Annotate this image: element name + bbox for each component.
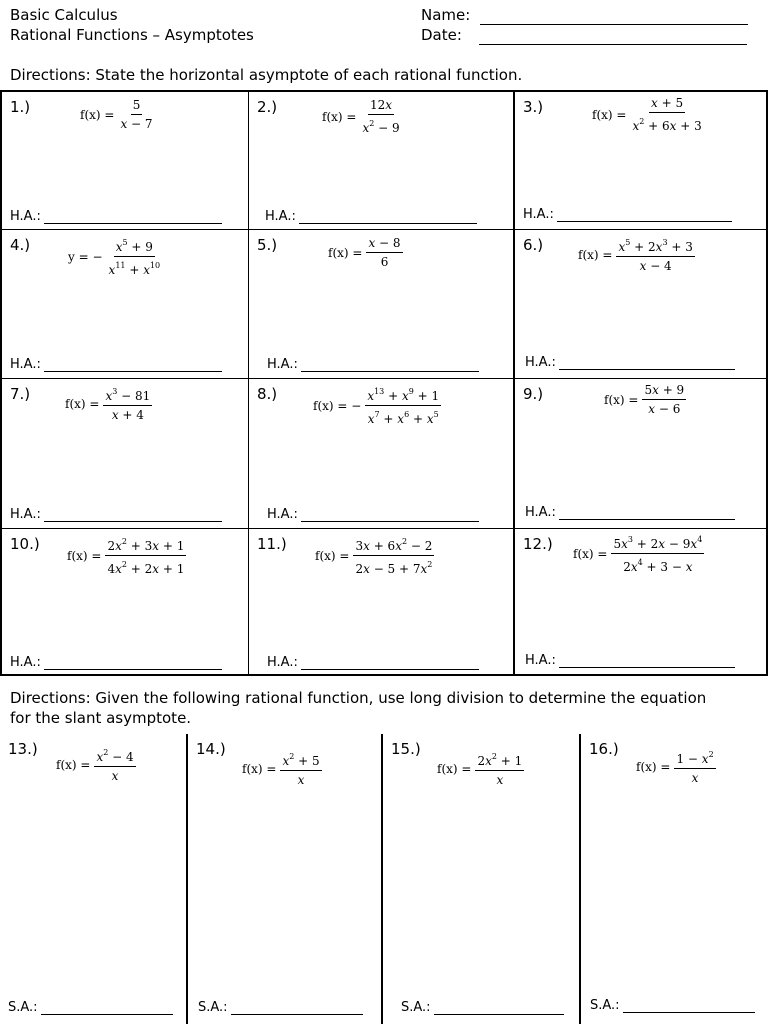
problem-expression <box>242 750 322 787</box>
sa-answer <box>590 998 755 1013</box>
fraction: $\frac{5}{x - 7}$ <box>120 98 153 131</box>
fraction: $\frac{x^2 - 4}{x}$ <box>96 748 134 783</box>
problem-number: 13.) <box>8 740 38 758</box>
problem-number: 6.) <box>523 236 544 254</box>
problem-number: 14.) <box>196 740 226 758</box>
problem-number: 15.) <box>391 740 421 758</box>
problem-cell-6 <box>515 230 768 378</box>
answer-label: S.A.: <box>590 998 620 1013</box>
sa-answer <box>8 1000 173 1015</box>
answer-label: H.A.: <box>267 507 298 522</box>
problem-cell-7 <box>2 379 248 528</box>
answer-field[interactable] <box>44 510 222 522</box>
sa-answer <box>198 1000 363 1015</box>
ha-answer <box>10 357 222 372</box>
ha-answer <box>10 507 222 522</box>
fraction: $\frac{2x^2 + 3x + 1}{4x^2 + 2x + 1}$ <box>107 537 185 576</box>
function-lhs: f(x) = − <box>313 398 362 413</box>
answer-field[interactable] <box>301 360 479 372</box>
worksheet-header-right <box>421 5 748 45</box>
function-lhs: f(x) = <box>65 396 100 411</box>
function-lhs: f(x) = <box>437 761 472 776</box>
problem-expression <box>322 98 402 135</box>
problem-number: 7.) <box>10 385 31 403</box>
problem-number: 2.) <box>257 98 278 116</box>
answer-label: H.A.: <box>523 207 554 222</box>
answer-label: H.A.: <box>525 355 556 370</box>
ha-answer <box>523 207 732 222</box>
fraction: $\frac{x^3 - 81}{x + 4}$ <box>105 387 151 422</box>
problem-cell-2 <box>249 92 513 229</box>
function-lhs: f(x) = <box>315 548 350 563</box>
problem-expression <box>313 385 441 426</box>
fraction: $\frac{5x^3 + 2x - 9x^4}{2x^4 + 3 - x}$ <box>613 535 703 574</box>
fraction: $\frac{x + 5}{x^2 + 6x + 3}$ <box>632 96 702 133</box>
function-lhs: f(x) = <box>80 107 115 122</box>
answer-label: H.A.: <box>10 357 41 372</box>
problem-cell-16 <box>581 734 768 1024</box>
worksheet-header-left <box>10 5 254 45</box>
answer-field[interactable] <box>231 1003 363 1015</box>
sa-directions <box>10 688 706 728</box>
fraction: $\frac{12x}{x^2 - 9}$ <box>362 98 400 135</box>
fraction: $\frac{x^{13} + x^9 + 1}{x^7 + x^6 + x^5}$ <box>367 387 440 426</box>
ha-answer <box>10 209 222 224</box>
sa-problem-row <box>0 734 768 1024</box>
problem-number: 10.) <box>10 535 40 553</box>
topic-title: Rational Functions – Asymptotes <box>10 26 254 44</box>
function-lhs: y = − <box>68 249 103 264</box>
function-lhs: f(x) = <box>604 392 639 407</box>
function-lhs: f(x) = <box>56 757 91 772</box>
course-title: Basic Calculus <box>10 6 118 24</box>
answer-field[interactable] <box>557 210 732 222</box>
function-lhs: f(x) = <box>592 107 627 122</box>
answer-label: S.A.: <box>401 1000 431 1015</box>
problem-cell-1 <box>2 92 248 229</box>
function-lhs: f(x) = <box>242 761 277 776</box>
answer-label: S.A.: <box>8 1000 38 1015</box>
problem-expression <box>604 383 686 416</box>
ha-answer <box>267 655 479 670</box>
problem-cell-12 <box>515 529 768 676</box>
fraction: $\frac{3x + 6x^2 - 2}{2x - 5 + 7x^2}$ <box>355 537 433 576</box>
problem-expression <box>573 533 704 574</box>
problem-expression <box>80 98 155 131</box>
answer-field[interactable] <box>301 658 479 670</box>
answer-label: H.A.: <box>265 209 296 224</box>
sa-directions-line1: Directions: Given the following rational function, use long division to determine the equation <box>10 689 707 707</box>
fraction: $\frac{1 - x^2}{x}$ <box>676 750 714 785</box>
fraction: $\frac{2x^2 + 1}{x}$ <box>477 752 523 787</box>
problem-expression <box>592 96 704 133</box>
function-lhs: f(x) = <box>328 245 363 260</box>
problem-cell-5 <box>249 230 513 378</box>
fraction: $\frac{x^5 + 9}{x^{11} + x^{10}}$ <box>108 238 161 277</box>
function-lhs: f(x) = <box>578 247 613 262</box>
ha-answer <box>267 357 479 372</box>
answer-field[interactable] <box>434 1003 564 1015</box>
problem-expression <box>578 236 695 273</box>
problem-number: 11.) <box>257 535 287 553</box>
problem-number: 4.) <box>10 236 31 254</box>
ha-answer <box>525 355 735 370</box>
name-label: Name: <box>421 6 471 24</box>
problem-expression <box>636 748 716 785</box>
answer-label: H.A.: <box>10 655 41 670</box>
problem-expression <box>437 750 524 787</box>
problem-number: 9.) <box>523 385 544 403</box>
ha-answer <box>10 655 222 670</box>
fraction: $\frac{x - 8}{6}$ <box>368 236 401 269</box>
problem-number: 12.) <box>523 535 553 553</box>
fraction: $\frac{x^5 + 2x^3 + 3}{x - 4}$ <box>618 238 693 273</box>
problem-cell-15 <box>383 734 579 1024</box>
problem-number: 8.) <box>257 385 278 403</box>
answer-label: H.A.: <box>525 505 556 520</box>
answer-field[interactable] <box>299 212 477 224</box>
answer-field[interactable] <box>301 510 479 522</box>
problem-expression <box>328 236 403 269</box>
answer-label: H.A.: <box>10 209 41 224</box>
date-field[interactable] <box>479 31 747 45</box>
function-lhs: f(x) = <box>67 548 102 563</box>
problem-cell-10 <box>2 529 248 676</box>
fraction: $\frac{x^2 + 5}{x}$ <box>282 752 320 787</box>
function-lhs: f(x) = <box>636 759 671 774</box>
problem-cell-3 <box>515 92 768 229</box>
problem-expression <box>56 746 136 783</box>
problem-cell-13 <box>0 734 186 1024</box>
answer-label: H.A.: <box>525 653 556 668</box>
name-field[interactable] <box>480 11 748 25</box>
answer-field[interactable] <box>44 658 222 670</box>
date-label: Date: <box>421 26 462 44</box>
problem-cell-11 <box>249 529 513 676</box>
problem-cell-4 <box>2 230 248 378</box>
answer-field[interactable] <box>623 1001 755 1013</box>
answer-field[interactable] <box>44 212 222 224</box>
problem-number: 5.) <box>257 236 278 254</box>
answer-label: H.A.: <box>267 357 298 372</box>
problem-expression <box>65 385 152 422</box>
ha-answer <box>525 505 735 520</box>
answer-label: H.A.: <box>267 655 298 670</box>
problem-cell-8 <box>249 379 513 528</box>
problem-number: 3.) <box>523 98 544 116</box>
problem-number: 16.) <box>589 740 619 758</box>
answer-field[interactable] <box>559 656 735 668</box>
ha-answer <box>267 507 479 522</box>
answer-label: H.A.: <box>10 507 41 522</box>
problem-expression <box>315 535 434 576</box>
answer-label: S.A.: <box>198 1000 228 1015</box>
function-lhs: f(x) = <box>573 546 608 561</box>
problem-number: 1.) <box>10 98 31 116</box>
fraction: $\frac{5x + 9}{x - 6}$ <box>644 383 685 416</box>
problem-expression <box>67 535 186 576</box>
answer-field[interactable] <box>44 360 222 372</box>
ha-answer <box>265 209 477 224</box>
problem-cell-9 <box>515 379 768 528</box>
problem-expression <box>68 236 162 277</box>
problem-cell-14 <box>188 734 381 1024</box>
function-lhs: f(x) = <box>322 109 357 124</box>
answer-field[interactable] <box>41 1003 173 1015</box>
answer-field[interactable] <box>559 508 735 520</box>
ha-directions: Directions: State the horizontal asymptote of each rational function. <box>10 66 523 84</box>
ha-answer <box>525 653 735 668</box>
answer-field[interactable] <box>559 358 735 370</box>
ha-problem-grid <box>0 90 768 676</box>
sa-answer <box>401 1000 564 1015</box>
sa-directions-line2: for the slant asymptote. <box>10 709 192 727</box>
